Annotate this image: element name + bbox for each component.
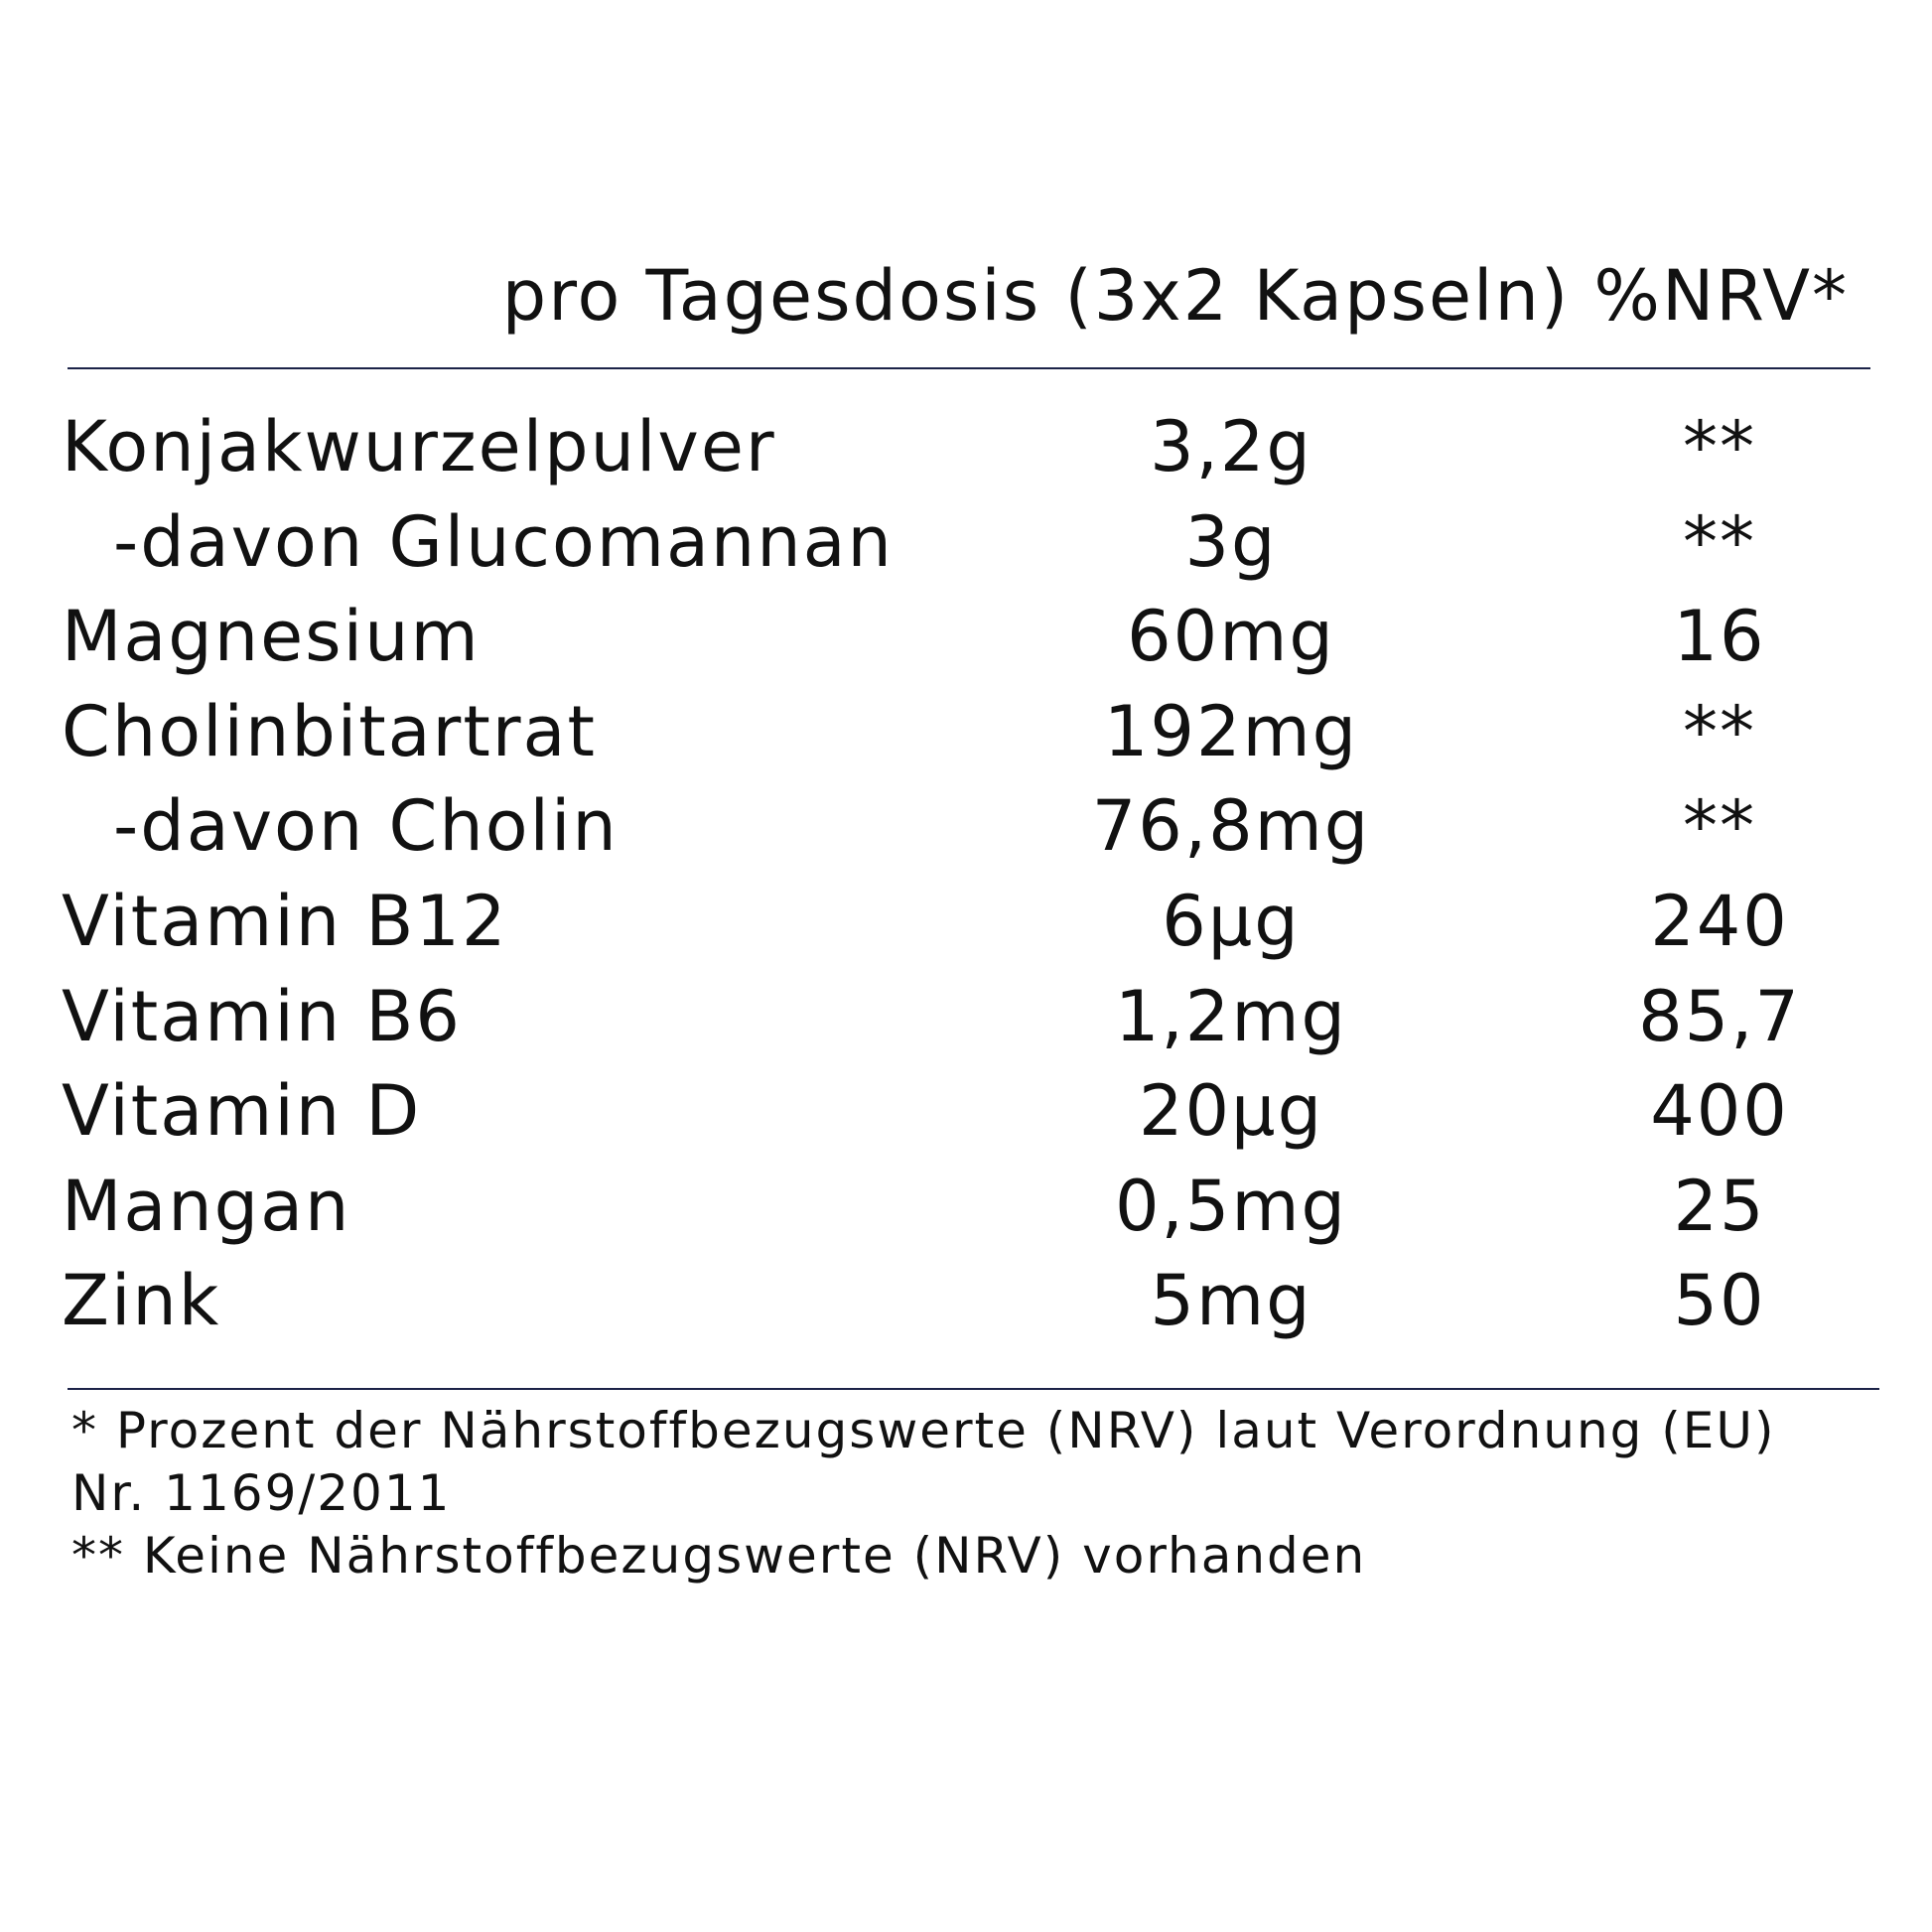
nutrient-nrv: 240 [1650, 880, 1789, 962]
table-row [0, 874, 1932, 969]
table-row [0, 969, 1932, 1064]
nutrient-nrv: ** [1683, 500, 1756, 583]
table-row [0, 589, 1932, 684]
nutrient-nrv: 85,7 [1638, 975, 1801, 1057]
table-row [0, 684, 1932, 779]
table-row [0, 399, 1932, 494]
nutrient-amount: 3,2g [1150, 406, 1312, 487]
nutrient-nrv: 400 [1650, 1070, 1789, 1153]
nutrient-nrv: 50 [1673, 1260, 1766, 1342]
nutrient-name: -davon Cholin [113, 785, 619, 868]
footnote-no-nrv: ** Keine Nährstoffbezugswerte (NRV) vorhanden [71, 1527, 1367, 1585]
nutrient-nrv: ** [1683, 690, 1756, 772]
footnote-nrv: * Prozent der Nährstoffbezugswerte (NRV) laut Verordnung (EU) [71, 1402, 1776, 1459]
nutrient-amount: 1,2mg [1115, 975, 1347, 1057]
table-row [0, 1159, 1932, 1254]
nutrient-amount: 6µg [1162, 880, 1301, 962]
nutrient-amount: 5mg [1150, 1260, 1312, 1342]
footnote-nrv-continued: Nr. 1169/2011 [71, 1464, 452, 1522]
nutrient-nrv: 16 [1673, 596, 1766, 678]
nutrient-amount: 0,5mg [1115, 1165, 1347, 1247]
table-row [0, 1253, 1932, 1348]
nutrient-name: Vitamin D [62, 1070, 422, 1153]
nutrition-table [0, 399, 1932, 1348]
nutrient-amount: 192mg [1103, 690, 1359, 772]
nutrient-name: Cholinbitartrat [62, 690, 597, 772]
nutrient-amount: 76,8mg [1091, 785, 1371, 868]
footnotes [71, 1400, 1888, 1587]
nutrient-amount: 60mg [1127, 596, 1335, 678]
nutrient-name: -davon Glucomannan [113, 500, 894, 583]
nutrient-name: Zink [62, 1260, 221, 1342]
nutrient-nrv: ** [1683, 406, 1756, 487]
nutrient-amount: 20µg [1138, 1070, 1324, 1153]
table-row [0, 494, 1932, 590]
footer-divider [68, 1388, 1879, 1390]
table-row [0, 1063, 1932, 1159]
nutrient-nrv: ** [1683, 785, 1756, 868]
nutrient-nrv: 25 [1673, 1165, 1766, 1247]
table-header: pro Tagesdosis (3x2 Kapseln) %NRV* [501, 255, 1849, 337]
header-divider [68, 367, 1870, 369]
nutrient-name: Mangan [62, 1165, 351, 1247]
nutrient-amount: 3g [1184, 500, 1278, 583]
nutrient-name: Vitamin B12 [62, 880, 508, 962]
nutrient-name: Magnesium [62, 596, 481, 678]
table-row [0, 778, 1932, 874]
nutrient-name: Konjakwurzelpulver [62, 406, 776, 487]
nutrient-name: Vitamin B6 [62, 975, 462, 1057]
